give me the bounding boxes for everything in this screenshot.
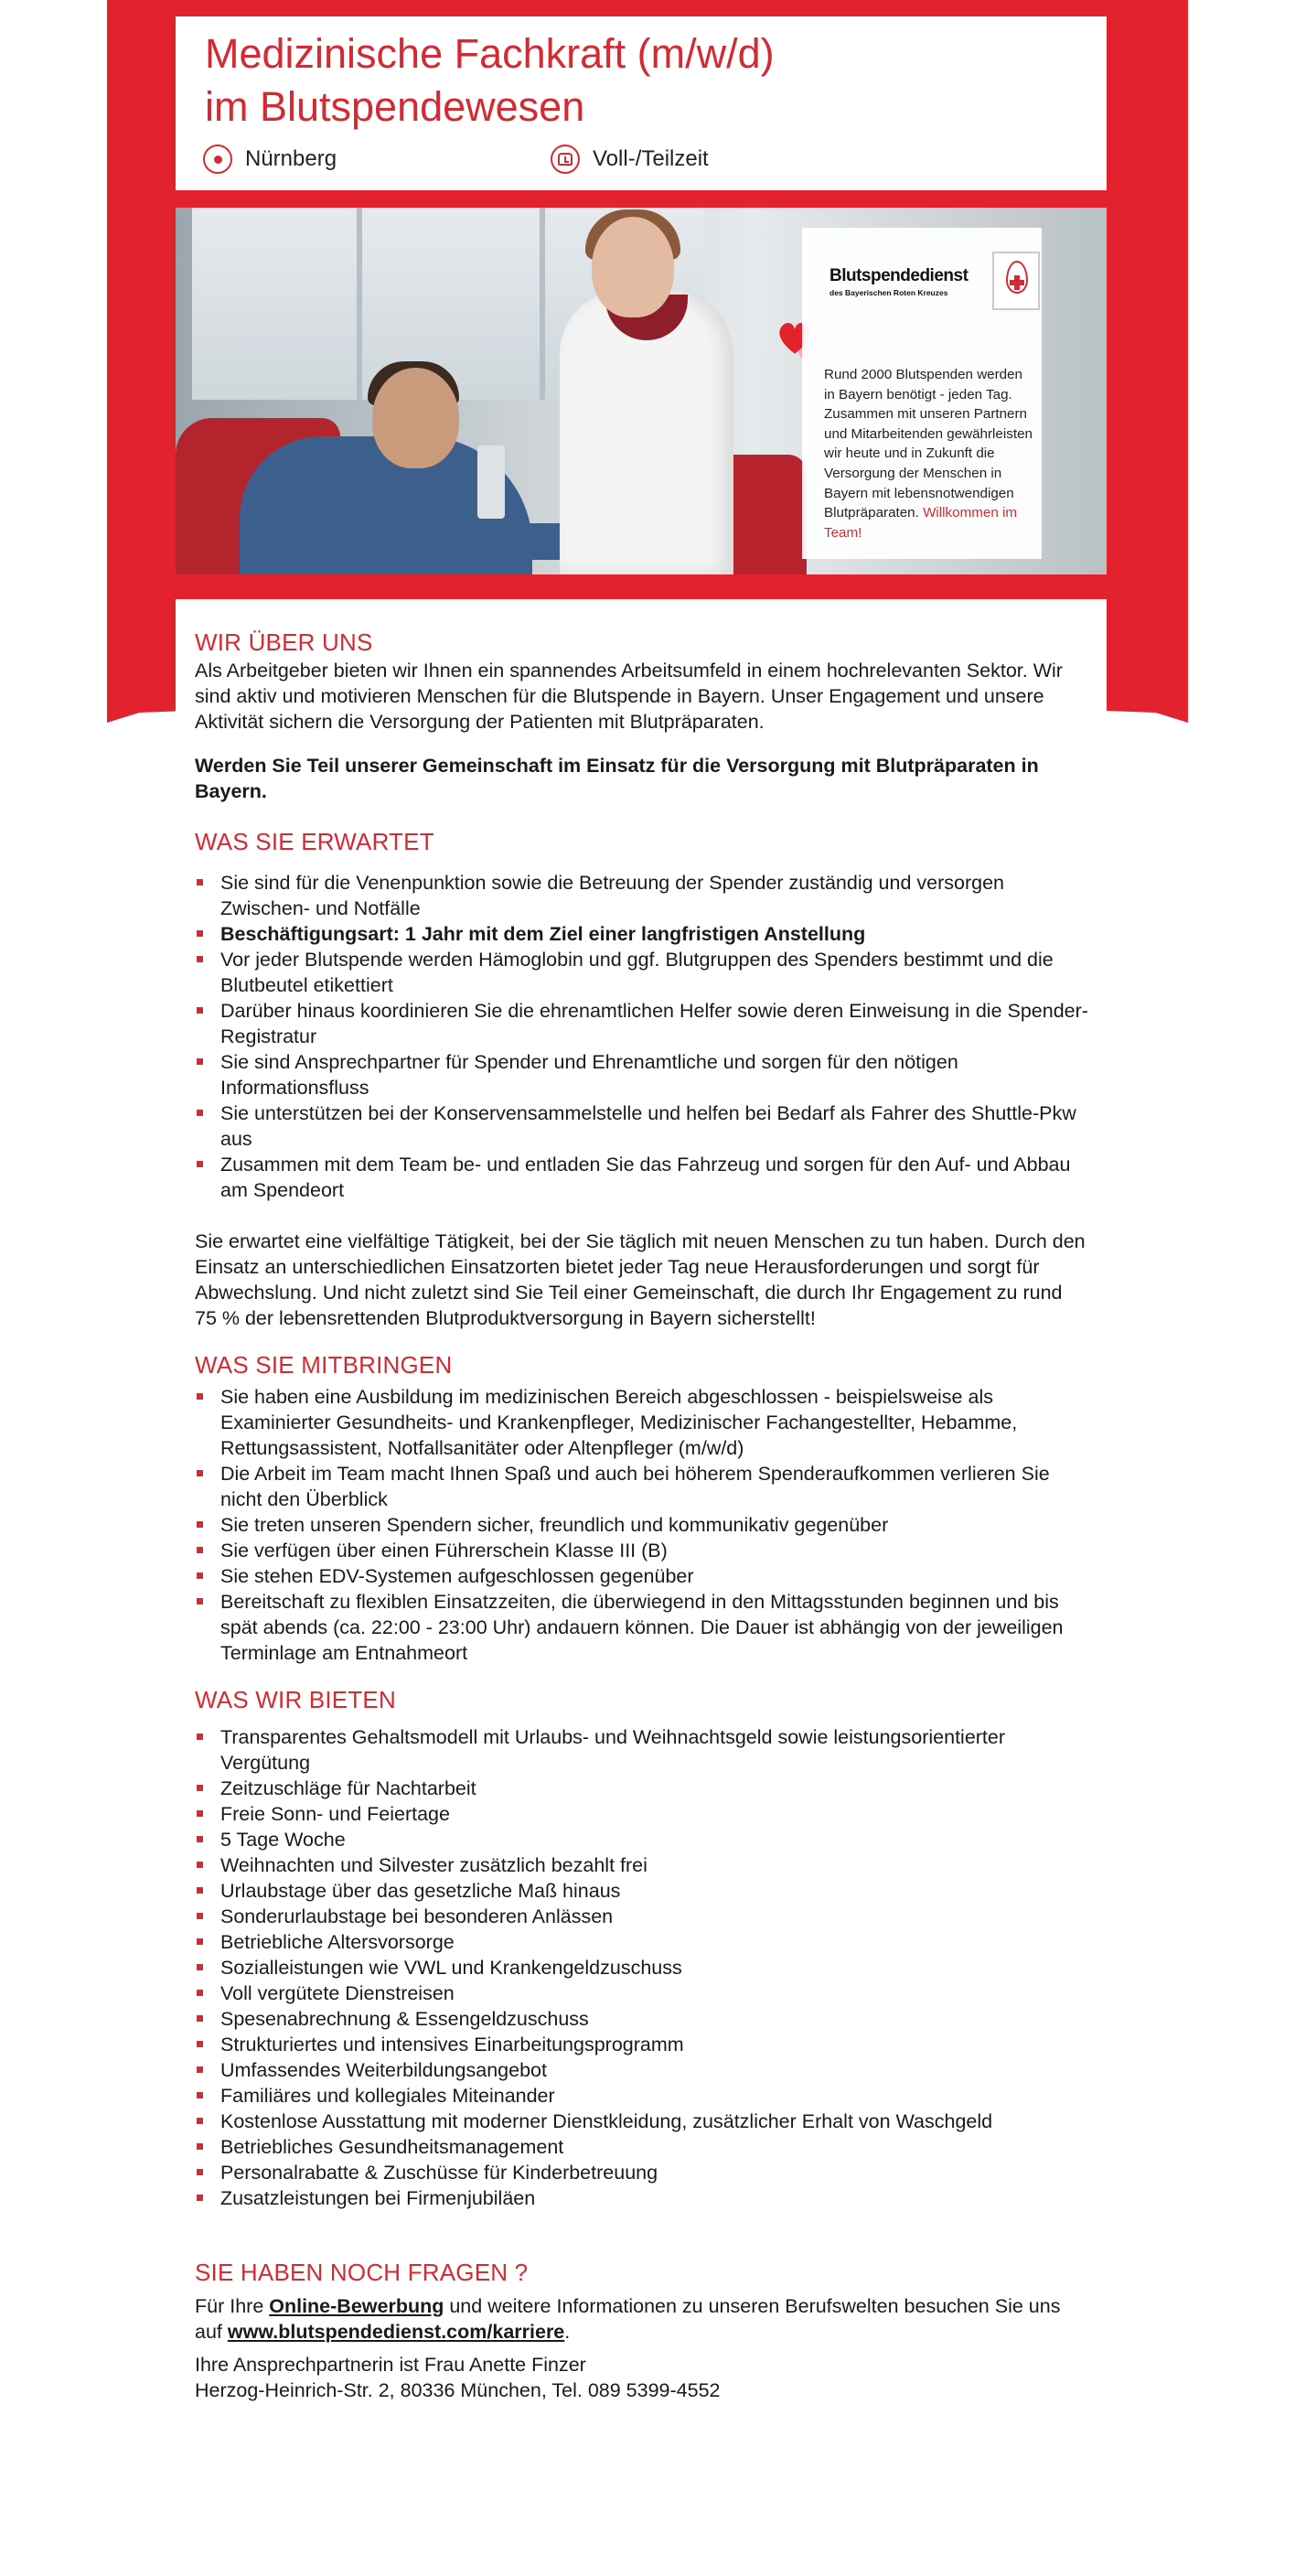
list-item: Freie Sonn- und Feiertage [195, 1801, 1088, 1827]
offer-heading: WAS WIR BIETEN [195, 1686, 396, 1713]
about-highlight: Werden Sie Teil unserer Gemeinschaft im Einsatz für die Versorgung mit Blutpräparaten in Bayern. [195, 755, 1039, 802]
section-about [195, 627, 1088, 804]
list-item: Sie haben eine Ausbildung im medizinischen Bereich abgeschlossen - beispielsweise als Examinierter Gesundheits- und Krankenpfleger, Medizinischer Fachangestellter, Hebamme, Rettungsassistent, Notfallsanitäter oder Altenpfleger (m/w/d) [195, 1384, 1088, 1461]
contact-text-b: und weitere Informationen zu unseren Berufswelten besuchen Sie uns auf [195, 2295, 1061, 2343]
job-title-line1: Medizinische Fachkraft (m/w/d) [205, 30, 775, 77]
contact-text [195, 2293, 1088, 2345]
contact-address: Herzog-Heinrich-Str. 2, 80336 München, Tel. 089 5399-4552 [195, 2379, 721, 2401]
list-item: Zeitzuschläge für Nachtarbeit [195, 1776, 1088, 1801]
list-item: Sozialleistungen wie VWL und Krankengeldzuschuss [195, 1955, 1088, 1980]
online-application-link[interactable]: Online-Bewerbung [269, 2295, 444, 2317]
contact-text-c: . [564, 2321, 571, 2343]
list-item: Betriebliches Gesundheitsmanagement [195, 2134, 1088, 2160]
logo-name: Blutspendedienst [829, 266, 969, 285]
brk-logo [829, 248, 1031, 312]
list-item: Sie sind für die Venenpunktion sowie die Betreuung der Spender zuständig und versorgen Zwischen- und Notfälle [195, 870, 1088, 921]
expect-summary: Sie erwartet eine vielfältige Tätigkeit, bei der Sie täglich mit neuen Menschen zu tun haben. Durch den Einsatz an unterschiedlichen Einsatzorten bietet jeder Tag neue Herausforderungen und sorgt für Abwechslung. Und nicht zuletzt sind Sie Teil einer Gemeinschaft, die durch Ihr Engagement zu rund 75 % der lebensrettenden Blutproduktversorgung in Bayern sicherstellt! [195, 1230, 1086, 1329]
section-bring [195, 1349, 1088, 1666]
clock-icon [551, 145, 580, 174]
list-item: Sie sind Ansprechpartner für Spender und Ehrenamtliche und sorgen für den nötigen Informationsfluss [195, 1049, 1088, 1100]
contact-person: Ihre Ansprechpartnerin ist Frau Anette Finzer [195, 2354, 586, 2376]
list-item: Voll vergütete Dienstreisen [195, 1980, 1088, 2006]
list-item: Umfassendes Weiterbildungsangebot [195, 2057, 1088, 2083]
section-contact [195, 2257, 1088, 2403]
info-card-body: Rund 2000 Blutspenden werden in Bayern benötigt - jeden Tag. Zusammen mit unseren Partnern und Mitarbeitenden gewährleisten wir heute und in Zukunft die Versorgung der Menschen in Bayern mit lebensnotwendigen Blutpräparaten. [824, 367, 1033, 521]
list-item: Urlaubstage über das gesetzliche Maß hinaus [195, 1878, 1088, 1904]
offer-list [195, 1724, 1088, 2211]
list-item: Beschäftigungsart: 1 Jahr mit dem Ziel einer langfristigen Anstellung [195, 921, 1088, 947]
hero-image [176, 208, 1107, 574]
list-item: Die Arbeit im Team macht Ihnen Spaß und auch bei höherem Spenderaufkommen verlieren Sie nicht den Überblick [195, 1461, 1088, 1512]
list-item: Vor jeder Blutspende werden Hämoglobin und ggf. Blutgruppen des Spenders bestimmt und die Blutbeutel etikettiert [195, 947, 1088, 998]
location [203, 145, 337, 174]
contact-text-a: Für Ihre [195, 2295, 270, 2317]
list-item: Sie unterstützen bei der Konservensammelstelle und helfen bei Bedarf als Fahrer des Shuttle-Pkw aus [195, 1100, 1088, 1152]
about-heading: WIR ÜBER UNS [195, 628, 373, 656]
list-item: Sonderurlaubstage bei besonderen Anlässen [195, 1904, 1088, 1929]
employment-type [551, 145, 709, 174]
list-item: Transparentes Gehaltsmodell mit Urlaubs- und Weihnachtsgeld sowie leistungsorientierter Vergütung [195, 1724, 1088, 1776]
list-item: Familiäres und kollegiales Miteinander [195, 2083, 1088, 2109]
info-card-text [824, 365, 1033, 542]
job-content [176, 599, 1107, 2502]
contact-heading: SIE HABEN NOCH FRAGEN ? [195, 2259, 529, 2286]
hero-nurse-head [592, 217, 674, 317]
location-pin-icon [203, 145, 232, 174]
list-item: Bereitschaft zu flexiblen Einsatzzeiten, die überwiegend in den Mittagsstunden beginnen und bis spät abends (ca. 22:00 - 23:00 Uhr) andauern können. Die Dauer ist abhängig von der jeweiligen Terminlage am Entnahmeort [195, 1589, 1088, 1666]
list-item: Sie stehen EDV-Systemen aufgeschlossen gegenüber [195, 1563, 1088, 1589]
list-item: Zusatzleistungen bei Firmenjubiläen [195, 2185, 1088, 2211]
section-expect [195, 826, 1088, 1331]
location-label: Nürnberg [245, 146, 337, 171]
list-item: Strukturiertes und intensives Einarbeitungsprogramm [195, 2032, 1088, 2057]
job-meta [203, 145, 1081, 177]
list-item: Zusammen mit dem Team be- und entladen Sie das Fahrzeug und sorgen für den Auf- und Abbau am Spendeort [195, 1152, 1088, 1203]
hero-patient-head [372, 368, 459, 468]
list-item: Darüber hinaus koordinieren Sie die ehrenamtlichen Helfer sowie deren Einweisung in die Spender-Registratur [195, 998, 1088, 1049]
hero-equipment [477, 445, 505, 519]
list-item: Personalrabatte & Zuschüsse für Kinderbetreuung [195, 2160, 1088, 2185]
section-offer [195, 1684, 1088, 2211]
list-item: 5 Tage Woche [195, 1827, 1088, 1852]
blood-drop-cross-icon [992, 252, 1040, 310]
list-item: Betriebliche Altersvorsorge [195, 1929, 1088, 1955]
list-item: Weihnachten und Silvester zusätzlich bezahlt frei [195, 1852, 1088, 1878]
list-item: Sie treten unseren Spendern sicher, freundlich und kommunikativ gegenüber [195, 1512, 1088, 1538]
logo-subtitle: des Bayerischen Roten Kreuzes [829, 288, 948, 297]
job-title-line2: im Blutspendewesen [205, 83, 585, 130]
expect-list [195, 870, 1088, 1203]
about-text: Als Arbeitgeber bieten wir Ihnen ein spannendes Arbeitsumfeld in einem hochrelevanten Sektor. Wir sind aktiv und motivieren Menschen für die Blutspende in Bayern. Unser Engagement und unsere Aktivität sichern die Versorgung der Patienten mit Blutpräparaten. [195, 660, 1063, 733]
expect-heading: WAS SIE ERWARTET [195, 828, 434, 855]
career-website-link[interactable]: www.blutspendedienst.com/karriere [227, 2321, 565, 2343]
list-item: Spesenabrechnung & Essengeldzuschuss [195, 2006, 1088, 2032]
job-header [176, 16, 1107, 190]
info-card [802, 228, 1042, 559]
bring-list [195, 1384, 1088, 1666]
list-item: Sie verfügen über einen Führerschein Klasse III (B) [195, 1538, 1088, 1563]
list-item: Kostenlose Ausstattung mit moderner Dienstkleidung, zusätzlicher Erhalt von Waschgeld [195, 2109, 1088, 2134]
info-card-welcome: Willkommen im Team! [824, 505, 1018, 541]
bring-heading: WAS SIE MITBRINGEN [195, 1351, 453, 1379]
employment-label: Voll-/Teilzeit [593, 146, 709, 171]
job-title [205, 27, 1079, 134]
